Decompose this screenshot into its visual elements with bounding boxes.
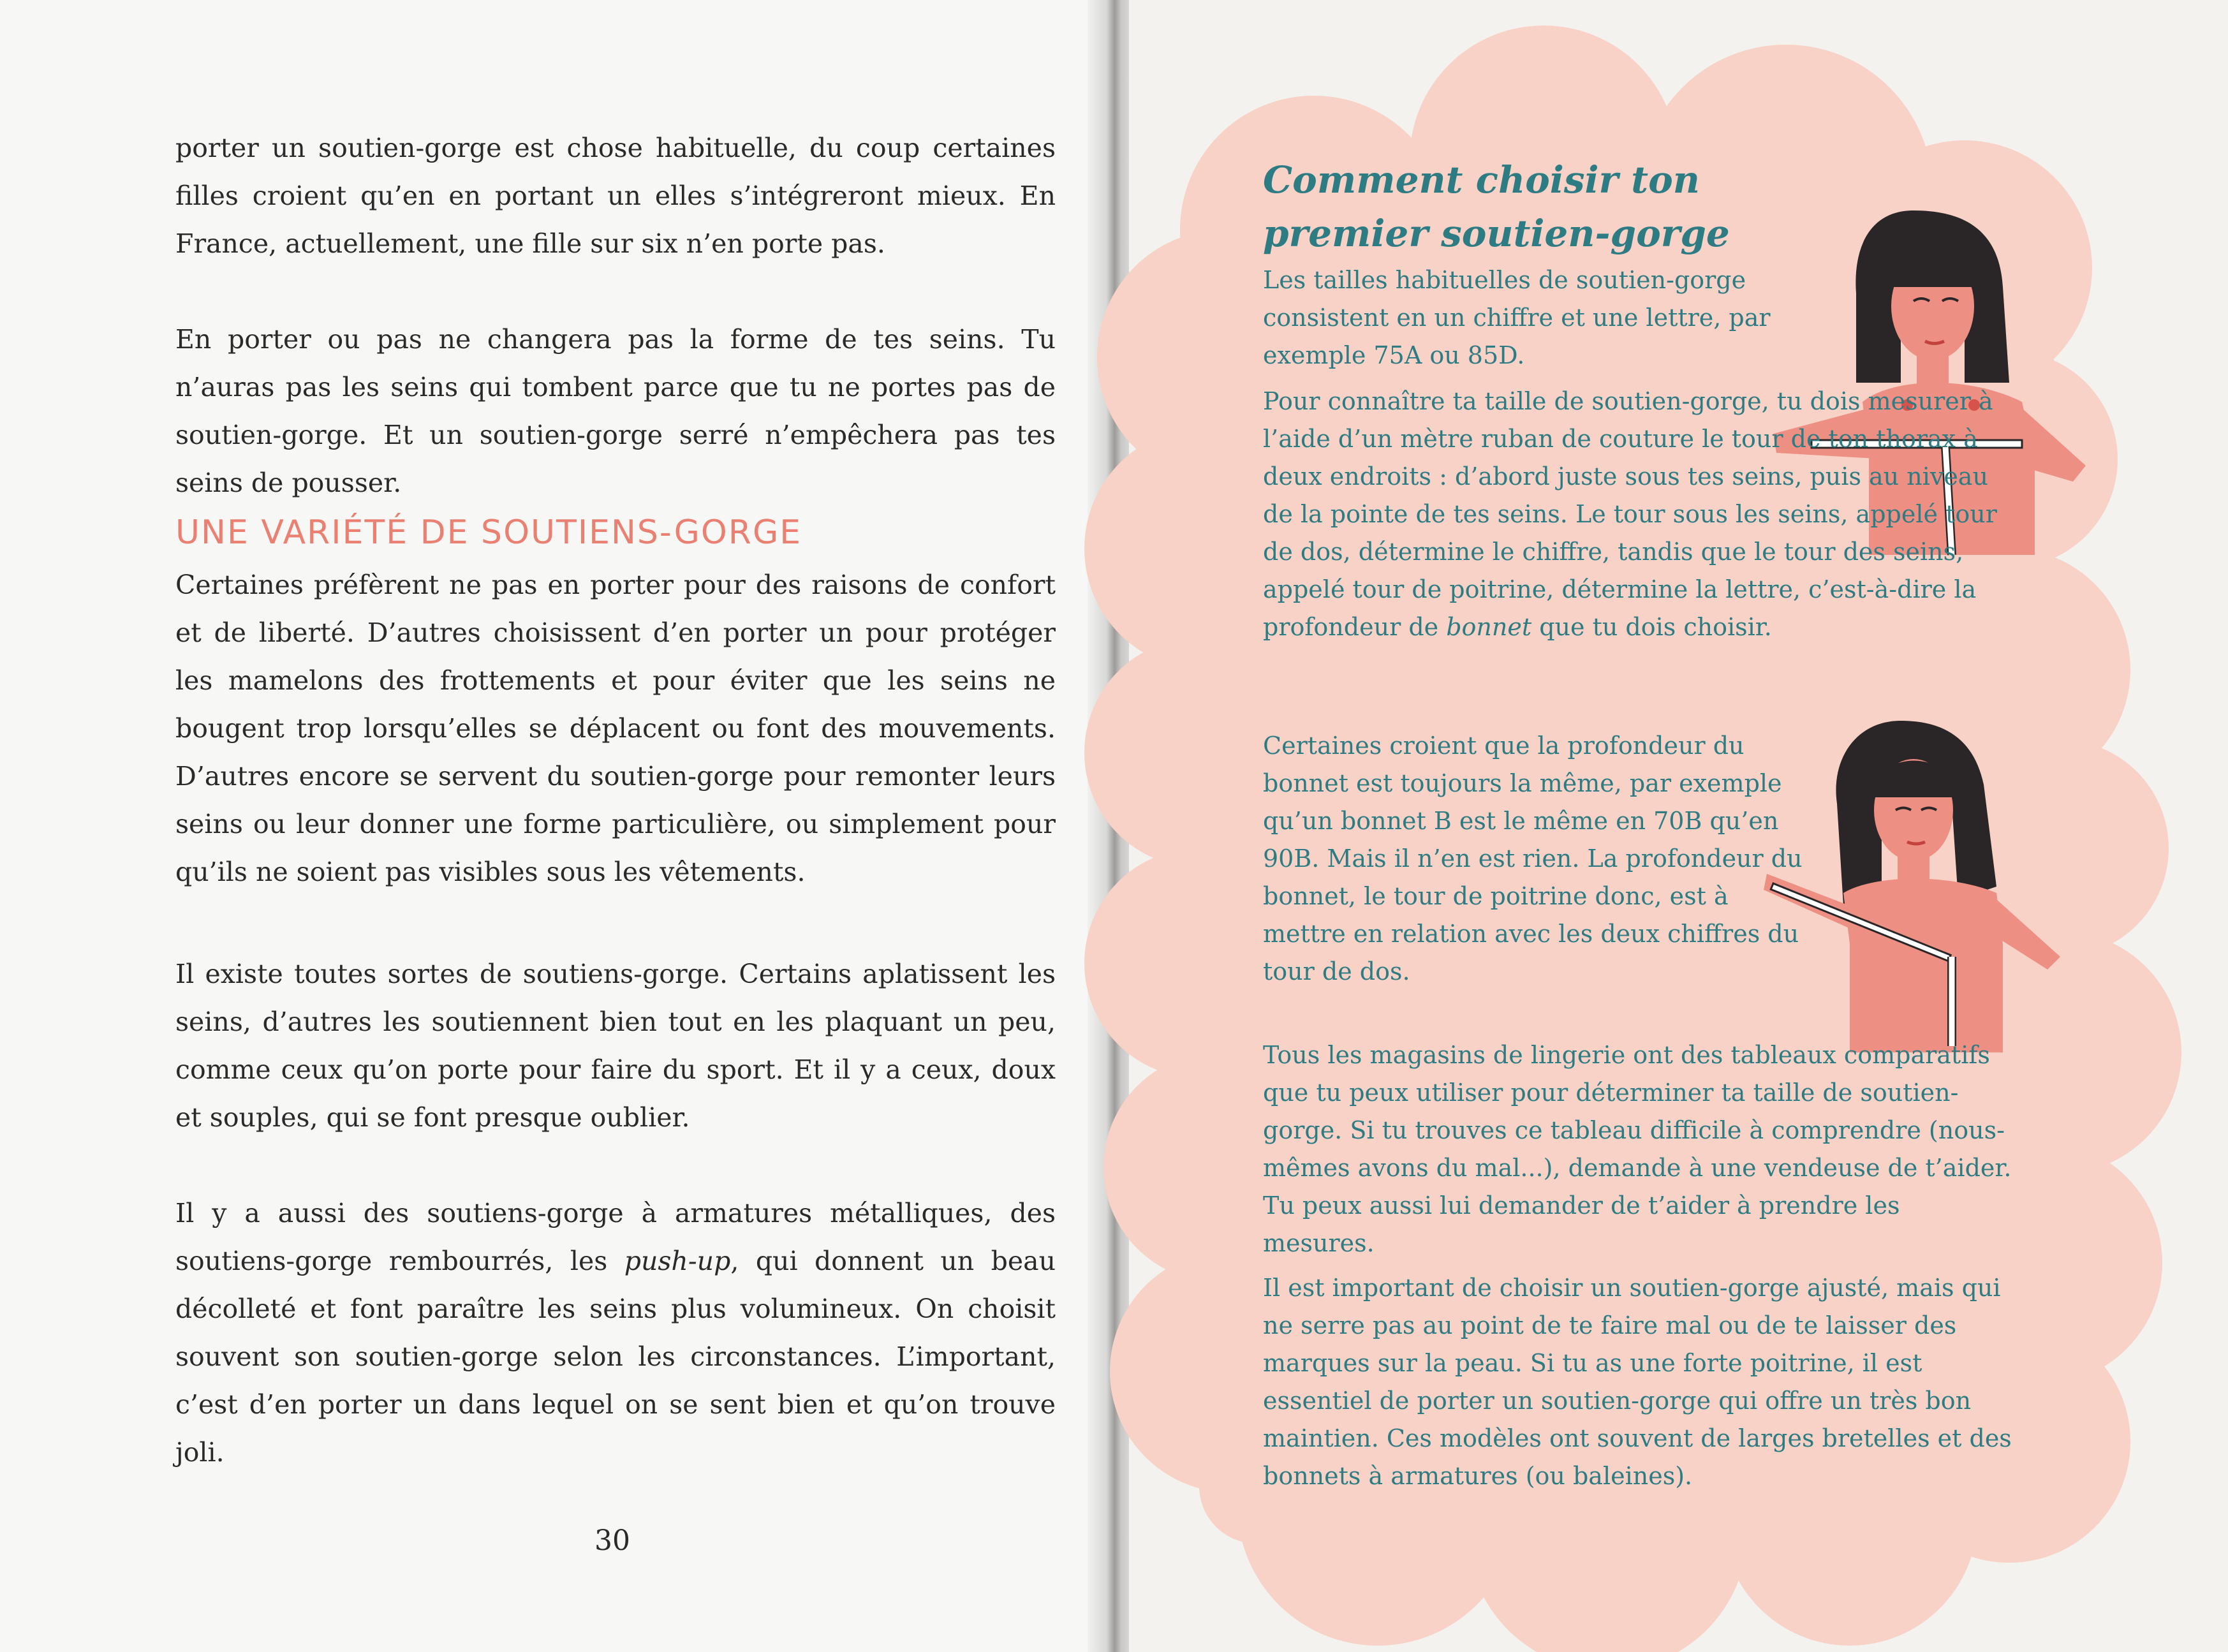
box-paragraph-sizes: Les tailles habituelles de soutien-gorge consistent en un chiffre et une lettre, par exemple 75A ou 85D. [1263,266,1771,369]
box-title: Comment choisir ton premier soutien-gorge [1263,158,1730,255]
push-up-term: push-up [624,1246,731,1276]
paragraph-intro: porter un soutien-gorge est chose habituelle, du coup certaines filles croient qu’en en portant un elles s’intégreront mieux. En France, actuellement, une fille sur six n’en porte pas. [175,133,1056,259]
box-paragraph-measure: Pour connaître ta taille de soutien-gorge, tu dois mesurer à l’aide d’un mètre ruban de couture le tour de ton thorax à deux endroits : d’abord juste sous tes seins, puis au niveau de la pointe de tes seins. Le tour sous les seins, appelé tour de dos, détermine le chiffre, tandis que le tour des seins, appelé tour de poitrine, détermine la lettre, c’est-à-dire la profondeur de bonnet que tu dois choisir. [1263,387,1997,641]
paragraph-types: Il existe toutes sortes de soutiens-gorge. Certains aplatissent les seins, d’autres les soutiennent bien tout en les plaquant un peu, comme ceux qu’on porte pour faire du sport. Et il y a ceux, doux et souples, qui se font presque oublier. [175,959,1056,1133]
bonnet-term: bonnet [1446,613,1532,641]
box-paragraph-bonnet: Certaines croient que la profondeur du bonnet est toujours la même, par exemple qu’un bonnet B est le même en 70B qu’en 90B. Mais il n’en est rien. La profondeur du bonnet, le tour de poitrine donc, est à mettre en relation avec les deux chiffres du tour de dos. [1263,732,1803,985]
page-number: 30 [594,1524,630,1557]
paragraph-underwire: Il y a aussi des soutiens-gorge à armatures métalliques, des soutiens-gorge rembourrés, les push-up, qui donnent un beau décolleté et font paraître les seins plus volumineux. On choisit souvent son soutien-gorge selon les circonstances. L’important, c’est d’en porter un dans lequel on se sent bien et qu’on trouve joli. [175,1198,1056,1468]
paragraph-shape: En porter ou pas ne changera pas la forme de tes seins. Tu n’auras pas les seins qui tombent parce que tu ne portes pas de soutien-gorge. Et un soutien-gorge serré n’empêchera pas tes seins de pousser. [175,324,1056,498]
paragraph-reasons: Certaines préfèrent ne pas en porter pour des raisons de confort et de liberté. D’autres choisissent d’en porter un pour protéger les mamelons des frottements et pour éviter que les seins ne bougent trop lorsqu’elles se déplacent ou font des mouvements. D’autres encore se servent du soutien-gorge pour remonter leurs seins ou leur donner une forme particulière, ou simplement pour qu’ils ne soient pas visibles sous les vêtements. [175,570,1056,887]
section-title: UNE VARIÉTÉ DE SOUTIENS-GORGE [175,513,802,552]
box-paragraph-shops: Tous les magasins de lingerie ont des tableaux comparatifs que tu peux utiliser pour déterminer ta taille de soutien-gorge. Si tu trouves ce tableau difficile à comprendre (nous-mêmes avons du mal...), demande à une vendeuse de t’aider. Tu peux aussi lui demander de t’aider à prendre les mesures. [1263,1041,2012,1257]
box-paragraph-fit: Il est important de choisir un soutien-gorge ajusté, mais qui ne serre pas au point de te faire mal ou de te laisser des marques sur la peau. Si tu as une forte poitrine, il est essentiel de porter un soutien-gorge qui offre un très bon maintien. Ces modèles ont souvent de larges bretelles et des bonnets à armatures (ou baleines). [1263,1274,2012,1490]
